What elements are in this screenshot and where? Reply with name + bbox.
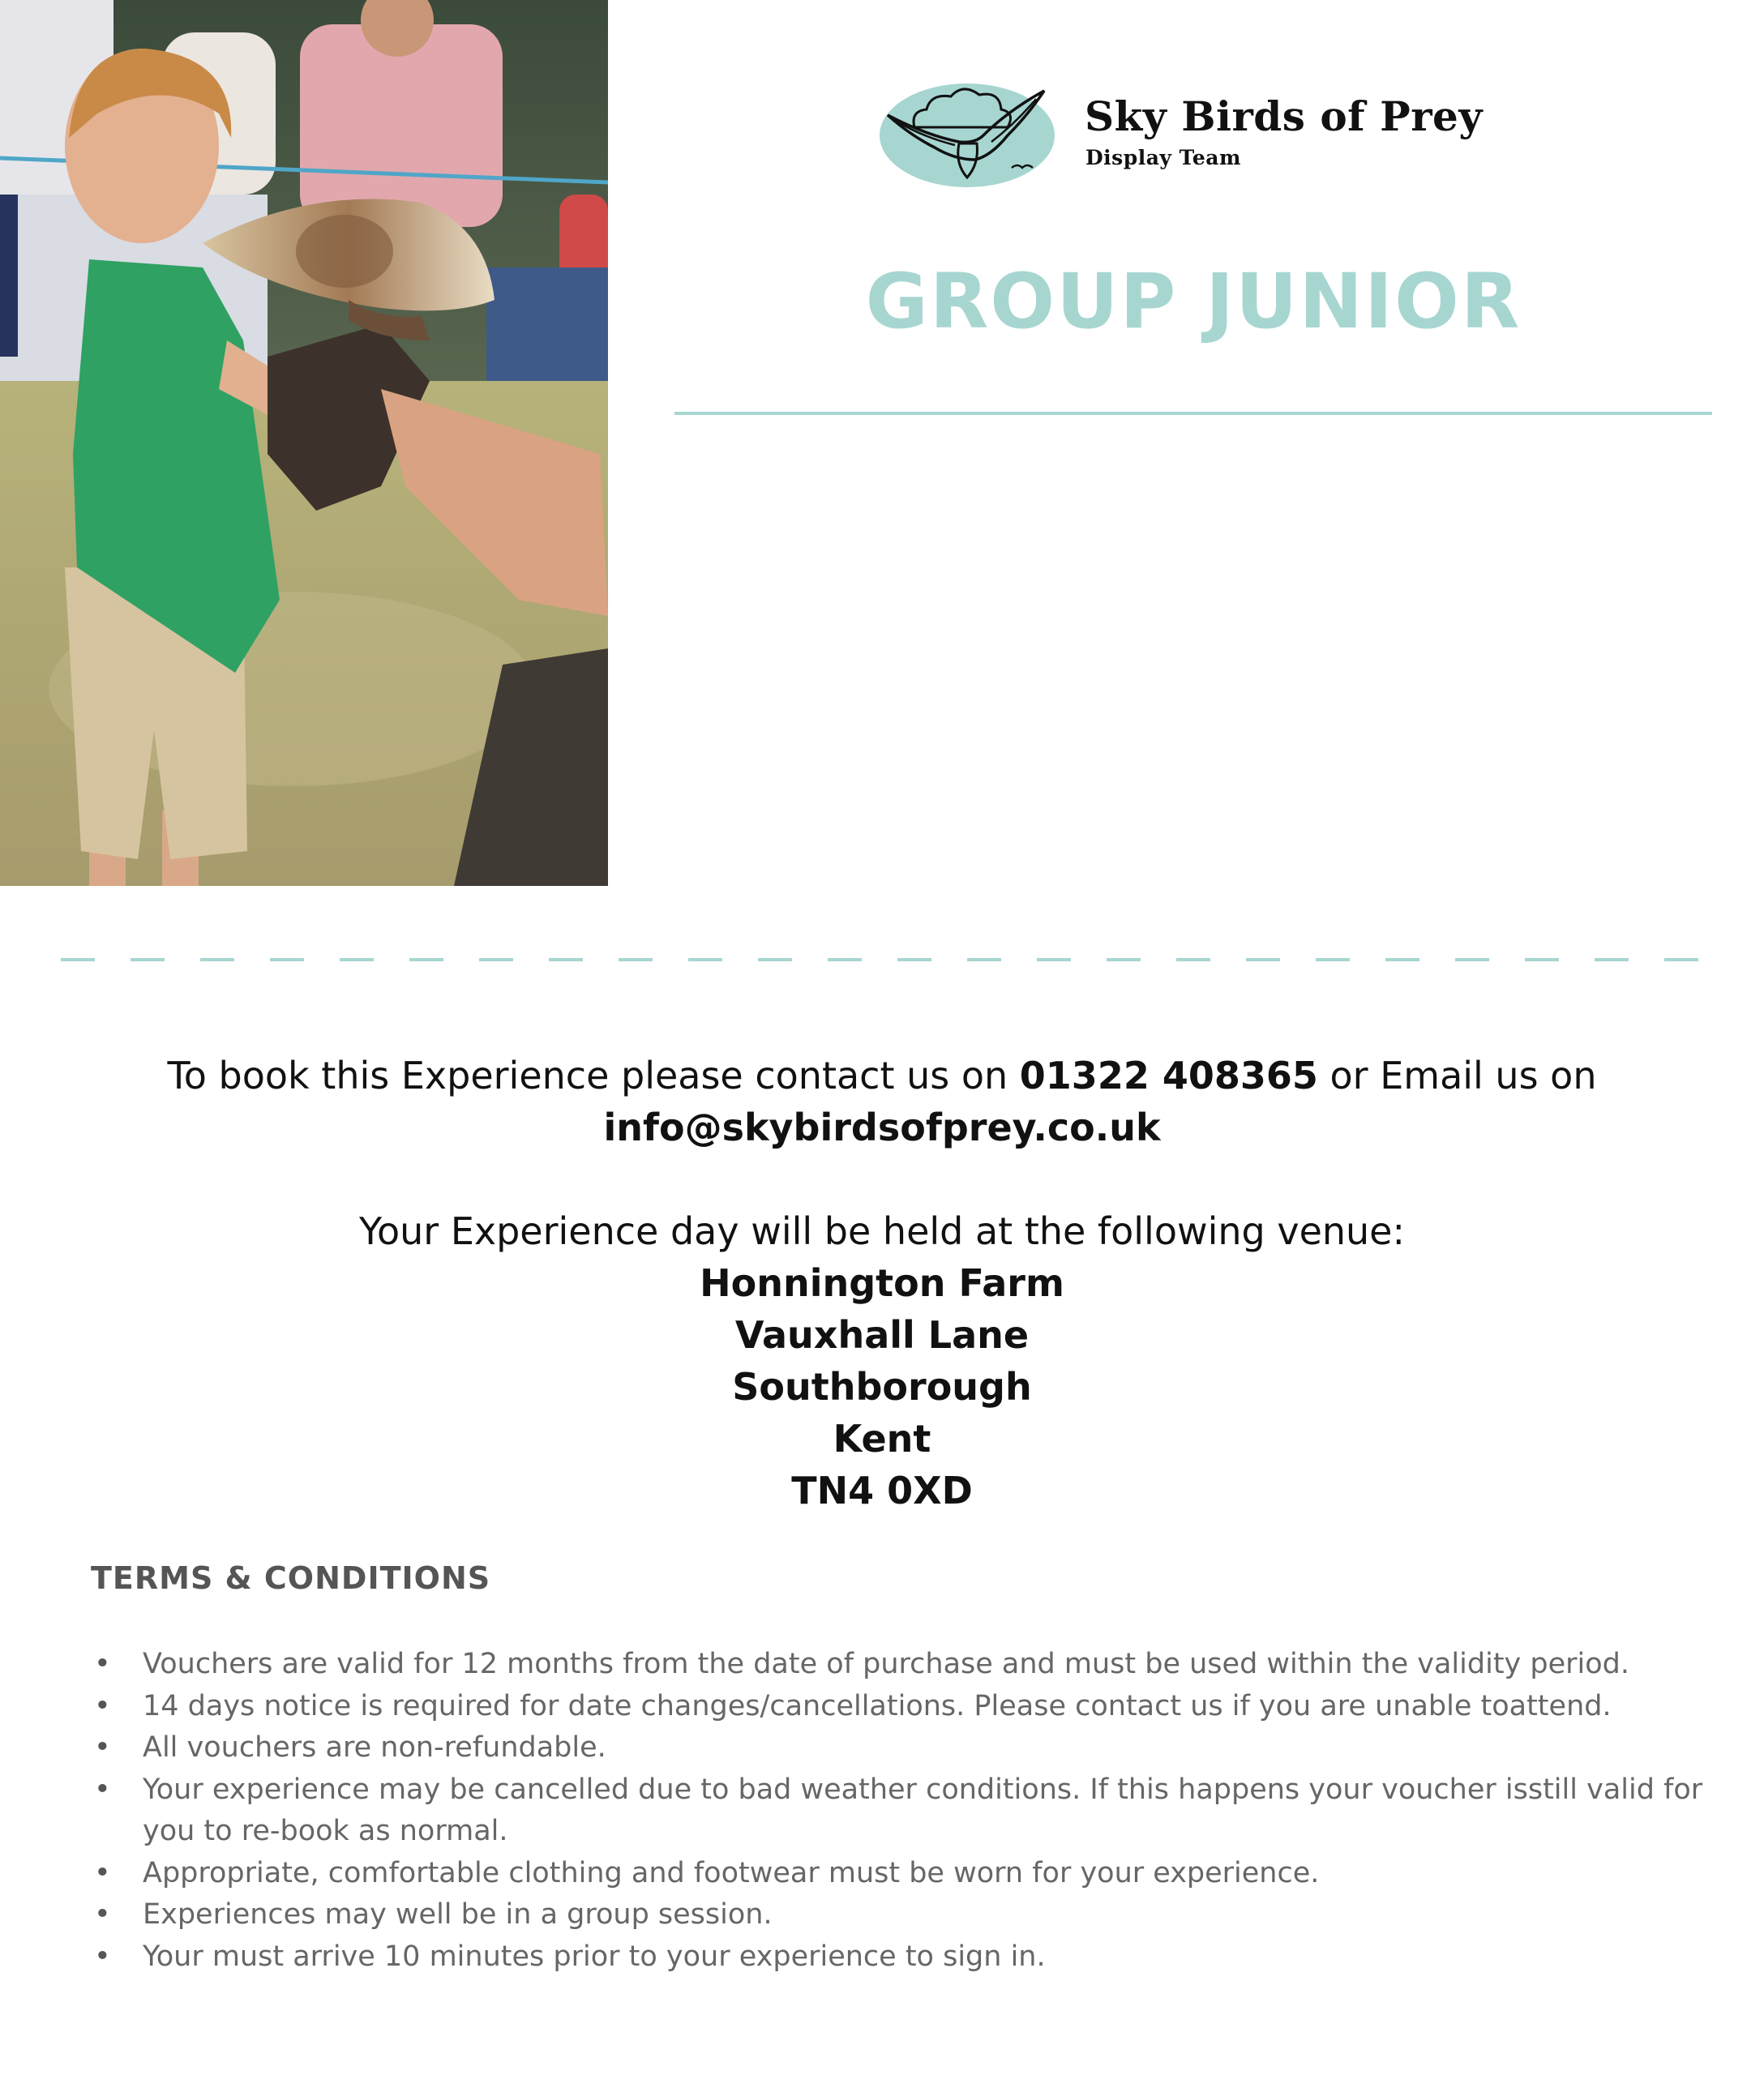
- booking-phone[interactable]: 01322 408365: [1019, 1054, 1318, 1097]
- terms-item: [91, 1853, 1704, 1895]
- venue-line: Vauxhall Lane: [734, 1313, 1030, 1357]
- venue-line: TN4 0XD: [791, 1469, 973, 1512]
- venue-line: Kent: [833, 1417, 931, 1461]
- title-divider: [674, 412, 1712, 415]
- bullet-icon: •: [94, 1940, 111, 1973]
- brand-subtitle: Display Team: [1085, 146, 1241, 169]
- terms-item-text: 14 days notice is required for date changes/cancellations. Please contact us if you are unable toattend.: [143, 1689, 1612, 1722]
- bullet-icon: •: [94, 1898, 111, 1931]
- terms-heading: TERMS & CONDITIONS: [91, 1560, 491, 1596]
- terms-item: [91, 1936, 1704, 1979]
- booking-info: [71, 1050, 1693, 1517]
- bullet-icon: •: [94, 1731, 111, 1764]
- bird-emblem-icon: [878, 79, 1056, 192]
- booking-contact-line: [71, 1050, 1693, 1102]
- bullet-icon: •: [94, 1773, 111, 1806]
- bullet-icon: •: [94, 1648, 111, 1680]
- terms-item-text: Your must arrive 10 minutes prior to your experience to sign in.: [143, 1940, 1046, 1973]
- terms-item-text: Vouchers are valid for 12 months from the date of purchase and must be used within the validity period.: [143, 1648, 1629, 1680]
- terms-item-text: Experiences may well be in a group session.: [143, 1898, 773, 1931]
- terms-item: [91, 1769, 1704, 1853]
- venue-address: [71, 1257, 1693, 1517]
- terms-item-text: Your experience may be cancelled due to bad weather conditions. If this happens your voucher isstill valid for you to re-book as normal.: [143, 1773, 1703, 1847]
- child-with-owl-image: [0, 0, 608, 886]
- hero-photo: [0, 0, 608, 886]
- brand-title: Sky Birds of Prey: [1085, 92, 1483, 140]
- venue-line: Southborough: [732, 1365, 1032, 1409]
- bullet-icon: •: [94, 1856, 111, 1889]
- terms-item: [91, 1727, 1704, 1769]
- terms-item: [91, 1644, 1704, 1686]
- venue-line: Honnington Farm: [700, 1261, 1064, 1305]
- bullet-icon: •: [94, 1689, 111, 1722]
- voucher-title: GROUP JUNIOR: [865, 258, 1522, 346]
- venue-intro: Your Experience day will be held at the following venue:: [359, 1209, 1405, 1253]
- booking-mid: or Email us on: [1317, 1054, 1597, 1097]
- booking-email-line: [71, 1102, 1693, 1153]
- terms-item: [91, 1894, 1704, 1936]
- terms-item-text: All vouchers are non-refundable.: [143, 1731, 606, 1764]
- terms-item: [91, 1686, 1704, 1728]
- booking-prefix: To book this Experience please contact us on: [167, 1054, 1020, 1097]
- terms-list: [91, 1644, 1704, 1978]
- dashed-cut-line: [61, 956, 1715, 965]
- terms-item-text: Appropriate, comfortable clothing and footwear must be worn for your experience.: [143, 1856, 1320, 1889]
- booking-email[interactable]: info@skybirdsofprey.co.uk: [603, 1106, 1161, 1149]
- brand-logo: [878, 75, 1510, 196]
